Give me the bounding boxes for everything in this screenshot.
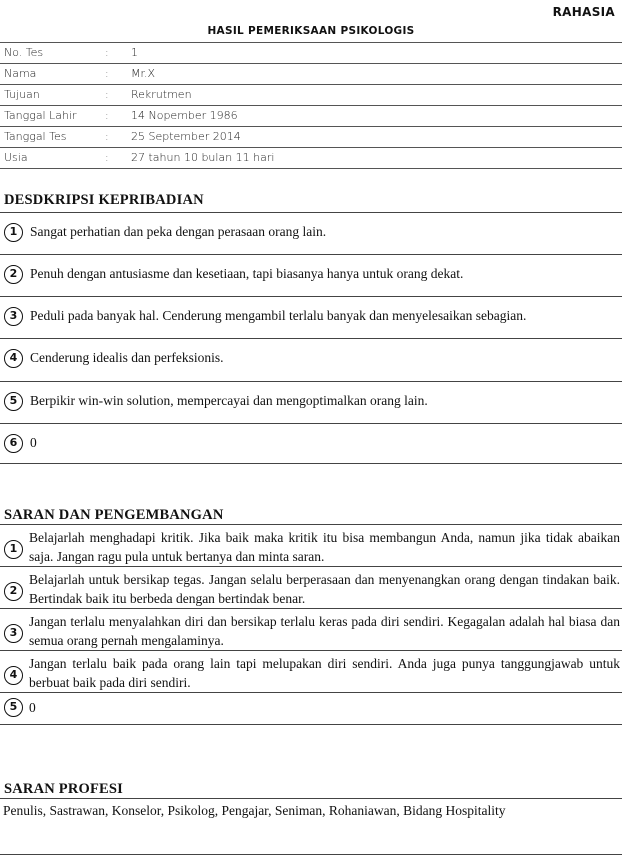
identity-table	[0, 42, 622, 169]
number-badge: 4	[4, 666, 23, 685]
identity-value: 1	[131, 46, 138, 59]
suggestion-item	[0, 525, 622, 567]
identity-row-birth-date	[0, 106, 622, 127]
identity-label: Usia	[4, 151, 28, 164]
number-badge: 2	[4, 582, 23, 601]
suggestion-text: Belajarlah menghadapi kritik. Jika baik maka kritik itu bisa membangun Anda, namun jika tidak abaikan saja. Jangan ragu pula untuk bertanya dan minta saran.	[29, 530, 620, 564]
personality-text: Penuh dengan antusiasme dan kesetiaan, tapi biasanya hanya untuk orang dekat.	[30, 266, 464, 281]
identity-value: Rekrutmen	[131, 88, 192, 101]
number-badge: 5	[4, 392, 23, 411]
identity-row-age	[0, 148, 622, 169]
identity-row-test-date	[0, 127, 622, 148]
suggestion-item	[0, 609, 622, 651]
identity-separator: :	[105, 46, 109, 59]
document-title: HASIL PEMERIKSAAN PSIKOLOGIS	[207, 25, 415, 37]
personality-item	[0, 424, 622, 464]
suggestion-text: Jangan terlalu baik pada orang lain tapi melupakan diri sendiri. Anda juga punya tanggungjawab untuk berbuat baik pada diri sendiri.	[29, 656, 620, 690]
suggestion-text: Belajarlah untuk bersikap tegas. Jangan selalu berperasaan dan menyenangkan orang dengan tindakan baik. Bertindak baik itu berbeda dengan bertindak benar.	[29, 572, 620, 606]
number-badge: 3	[4, 624, 23, 643]
identity-label: Nama	[4, 67, 37, 80]
identity-value: 27 tahun 10 bulan 11 hari	[131, 151, 275, 164]
suggestion-item	[0, 651, 622, 693]
identity-separator: :	[105, 130, 109, 143]
identity-separator: :	[105, 88, 109, 101]
suggestions-heading: SARAN DAN PENGEMBANGAN	[4, 507, 224, 523]
number-badge: 4	[4, 349, 23, 368]
personality-item	[0, 297, 622, 339]
identity-label: Tanggal Lahir	[4, 109, 77, 122]
personality-text: Peduli pada banyak hal. Cenderung mengambil terlalu banyak dan menyelesaikan sebagian.	[30, 308, 527, 323]
number-badge: 1	[4, 223, 23, 242]
identity-label: Tanggal Tes	[4, 130, 67, 143]
personality-text: Cenderung idealis dan perfeksionis.	[30, 350, 224, 365]
identity-separator: :	[105, 109, 109, 122]
personality-item	[0, 382, 622, 424]
personality-text: 0	[30, 435, 37, 450]
personality-item	[0, 213, 622, 255]
suggestion-item	[0, 693, 622, 725]
profession-box	[0, 798, 622, 855]
suggestion-item	[0, 567, 622, 609]
suggestion-text: 0	[29, 700, 36, 715]
confidential-label: RAHASIA	[552, 5, 615, 19]
suggestion-text: Jangan terlalu menyalahkan diri dan bersikap terlalu keras pada diri sendiri. Kegagalan adalah hal biasa dan semua orang pernah mengalaminya.	[29, 614, 620, 648]
personality-text: Sangat perhatian dan peka dengan perasaan orang lain.	[30, 224, 327, 239]
personality-list	[0, 212, 622, 464]
identity-label: No. Tes	[4, 46, 44, 59]
number-badge: 2	[4, 265, 23, 284]
personality-text: Berpikir win-win solution, mempercayai dan mengoptimalkan orang lain.	[30, 393, 428, 408]
identity-value: 25 September 2014	[131, 130, 241, 143]
personality-heading: DESDKRIPSI KEPRIBADIAN	[4, 192, 204, 208]
identity-separator: :	[105, 67, 109, 80]
number-badge: 5	[4, 698, 23, 717]
number-badge: 6	[4, 434, 23, 453]
identity-value: 14 Nopember 1986	[131, 109, 238, 122]
number-badge: 1	[4, 540, 23, 559]
profession-heading: SARAN PROFESI	[4, 781, 124, 797]
personality-item	[0, 255, 622, 297]
suggestions-list	[0, 524, 622, 725]
personality-item	[0, 339, 622, 382]
profession-text: Penulis, Sastrawan, Konselor, Psikolog, Pengajar, Seniman, Rohaniawan, Bidang Hospitality	[3, 803, 506, 818]
identity-separator: :	[105, 151, 109, 164]
number-badge: 3	[4, 307, 23, 326]
identity-row-name	[0, 64, 622, 85]
identity-row-purpose	[0, 85, 622, 106]
identity-value: Mr.X	[131, 67, 156, 80]
identity-label: Tujuan	[4, 88, 40, 101]
identity-row-test-number	[0, 43, 622, 64]
